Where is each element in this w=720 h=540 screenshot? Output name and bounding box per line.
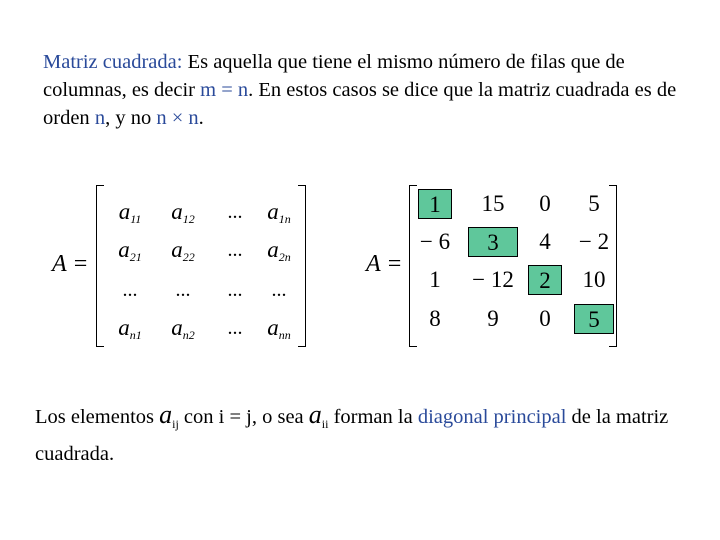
numeric-cell-r4c2: 9 — [487, 306, 499, 331]
explanation-paragraph — [35, 400, 695, 469]
definition-order-n: n — [94, 107, 106, 129]
numeric-diagonal-cell-r2c2: 3 — [468, 227, 518, 257]
explanation-prefix: Los elementos — [35, 406, 160, 428]
symbolic-cell-base: ... — [271, 279, 287, 301]
symbolic-cell-r1c1 — [107, 197, 153, 227]
numeric-cell-r1c4: 5 — [588, 191, 600, 216]
numeric-cell-r2c1: − 6 — [419, 229, 451, 254]
numeric-cell-r2c3: 4 — [539, 229, 551, 254]
symbolic-cell-r2c1 — [107, 235, 153, 265]
definition-order-nxn: n × n — [156, 107, 199, 129]
symbolic-cell-r2c3 — [212, 235, 258, 265]
symbolic-cell-base: a — [171, 237, 183, 262]
numeric-diagonal-cell-r3c3: 2 — [528, 265, 562, 295]
numeric-cell-r4c1: 8 — [429, 306, 441, 331]
symbolic-cell-r4c1 — [107, 313, 153, 343]
definition-term: Matriz cuadrada — [43, 51, 177, 73]
explanation-post: forman la — [328, 406, 418, 428]
symbolic-cell-r3c1 — [107, 275, 153, 305]
element-aij-subscript: ij — [172, 417, 179, 432]
symbolic-cell-base: a — [171, 315, 183, 340]
symbolic-cell-r4c2 — [160, 313, 206, 343]
symbolic-cell-r1c2 — [160, 197, 206, 227]
symbolic-cell-r4c4 — [256, 313, 302, 343]
numeric-matrix-lhs: A = — [366, 251, 403, 277]
symbolic-cell-base: a — [171, 199, 183, 224]
definition-equation: m = n — [200, 79, 249, 101]
symbolic-cell-base: a — [267, 237, 279, 262]
symbolic-cell-subscript: n2 — [182, 328, 195, 342]
explanation-mid: con i = j, o sea — [178, 406, 309, 428]
definition-colon: : — [176, 51, 183, 73]
symbolic-cell-base: a — [118, 237, 130, 262]
numeric-cell-r1c2: 15 — [481, 191, 505, 216]
symbolic-cell-base: ... — [227, 239, 243, 261]
symbolic-cell-base: a — [118, 199, 131, 224]
definition-paragraph — [43, 48, 683, 132]
symbolic-cell-subscript: nn — [278, 328, 291, 342]
symbolic-cell-subscript: 11 — [130, 212, 142, 226]
definition-text-4: . — [198, 107, 204, 129]
numeric-diagonal-cell-r1c1: 1 — [418, 189, 452, 219]
symbolic-cell-r3c3 — [212, 275, 258, 305]
symbolic-cell-subscript: 12 — [182, 212, 195, 226]
symbolic-matrix — [52, 185, 312, 345]
symbolic-matrix-left-bracket — [96, 185, 104, 347]
symbolic-cell-base: ... — [122, 279, 138, 301]
symbolic-cell-subscript: 1n — [278, 212, 291, 226]
symbolic-cell-r1c4 — [256, 197, 302, 227]
symbolic-matrix-lhs: A = — [52, 251, 89, 277]
numeric-cell-r4c3: 0 — [539, 306, 551, 331]
numeric-matrix — [366, 185, 626, 345]
element-aij-base: a — [159, 400, 173, 429]
symbolic-cell-r4c3 — [212, 313, 258, 343]
symbolic-cell-base: ... — [227, 317, 243, 339]
definition-text-1: Es aquella que tiene el mismo número de filas que de columnas, es decir — [43, 51, 625, 101]
symbolic-cell-r2c2 — [160, 235, 206, 265]
symbolic-cell-r2c4 — [256, 235, 302, 265]
symbolic-cell-base: a — [267, 315, 279, 340]
numeric-cell-r3c2: − 12 — [472, 267, 514, 292]
symbolic-cell-r3c2 — [160, 275, 206, 305]
explanation-suffix: de la matriz cuadrada. — [35, 406, 669, 466]
definition-text-2: . En estos casos se dice que la matriz cuadrada es de orden — [43, 79, 677, 129]
element-aii-base: a — [308, 400, 322, 429]
symbolic-cell-subscript: 22 — [182, 250, 195, 264]
symbolic-cell-base: ... — [227, 279, 243, 301]
element-aii-subscript: ii — [321, 417, 329, 432]
symbolic-cell-base: ... — [227, 201, 243, 223]
diagonal-term: diagonal principal — [417, 406, 567, 428]
symbolic-cell-r3c4 — [256, 275, 302, 305]
numeric-matrix-left-bracket — [409, 185, 417, 347]
symbolic-cell-base: a — [267, 199, 279, 224]
symbolic-cell-r1c3 — [212, 197, 258, 227]
definition-text-3: , y no — [105, 107, 157, 129]
numeric-cell-r1c3: 0 — [539, 191, 551, 216]
numeric-cell-r2c4: − 2 — [578, 229, 610, 254]
numeric-cell-r3c1: 1 — [429, 267, 441, 292]
symbolic-cell-base: ... — [175, 279, 191, 301]
symbolic-cell-subscript: 21 — [129, 250, 142, 264]
symbolic-cell-subscript: 2n — [278, 250, 291, 264]
symbolic-cell-base: a — [118, 315, 130, 340]
numeric-diagonal-cell-r4c4: 5 — [574, 304, 614, 334]
numeric-cell-r3c4: 10 — [582, 267, 606, 292]
symbolic-cell-subscript: n1 — [129, 328, 142, 342]
